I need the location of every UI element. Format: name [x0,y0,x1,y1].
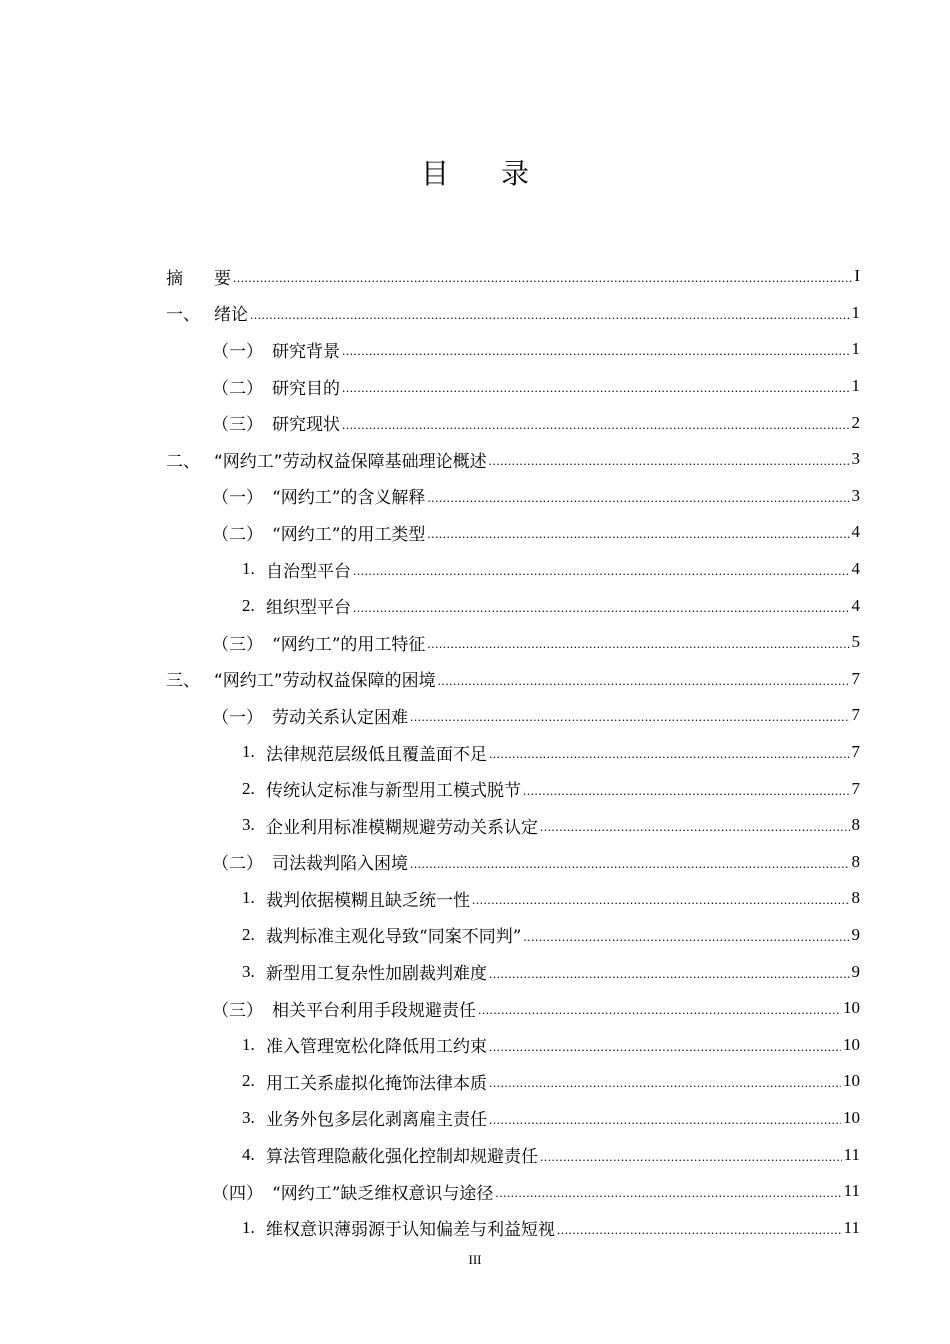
toc-entry-label: 传统认定标准与新型用工模式脱节 [266,781,521,802]
toc-entry[interactable] [166,587,860,624]
toc-entry-label: 算法管理隐蔽化强化控制却规避责任 [266,1147,538,1168]
toc-entry-page: 8 [851,815,860,835]
toc-entry[interactable] [166,1173,860,1210]
toc-entry-number: （三） [212,415,263,436]
toc-entry-label: 业务外包多层化剥离雇主责任 [266,1110,487,1131]
toc-entry-number: 摘 [166,268,183,289]
toc-entry-page: 3 [851,449,860,469]
toc-entry-page: 8 [851,851,860,871]
dot-leader [495,1185,841,1201]
toc-entry[interactable] [166,368,860,405]
page-title [0,152,950,192]
toc-entry-page: 10 [843,1107,860,1127]
toc-entry-page: 1 [851,302,860,322]
toc-entry-label: 维权意识薄弱源于认知偏差与利益短视 [266,1220,555,1241]
toc-entry[interactable] [166,734,860,771]
toc-entry-label: “网约工”的含义解释 [272,488,426,509]
dot-leader [342,380,850,396]
dot-leader [410,856,850,872]
dot-leader [427,490,849,506]
toc-entry[interactable] [166,697,860,734]
toc-entry-label: 绪论 [214,305,248,326]
toc-entry-label: 司法裁判陷入困境 [272,854,408,875]
title-char-2: 录 [501,157,530,190]
toc-entry[interactable] [166,1026,860,1063]
toc-entry-page: 10 [843,998,860,1018]
dot-leader [342,343,850,359]
dot-leader [489,966,850,982]
page-number-footer: III [468,1252,482,1267]
dot-leader [489,1075,841,1091]
toc-entry-label: 研究背景 [272,341,340,362]
toc-entry[interactable] [166,807,860,844]
toc-entry[interactable] [166,514,860,551]
toc-entry[interactable] [166,990,860,1027]
toc-entry-number: 3. [242,1107,255,1127]
toc-entry-label: 企业利用标准模糊规避劳动关系认定 [266,817,538,838]
toc-entry-label: “网约工”缺乏维权意识与途径 [272,1183,494,1204]
toc-entry-label: 裁判依据模糊且缺乏统一性 [266,890,470,911]
toc-entry-page: 5 [851,632,860,652]
toc-entry-page: 11 [843,1217,860,1237]
toc-entry[interactable] [166,1100,860,1137]
toc-entry-label: “网约工”的用工类型 [272,524,426,545]
toc-entry-number: 2. [242,595,255,615]
toc-entry-label: 用工关系虚拟化掩饰法律本质 [266,1073,487,1094]
dot-leader [489,453,850,469]
dot-leader [250,307,850,323]
dot-leader [489,1112,841,1128]
toc-entry-page: 4 [851,522,860,542]
toc-entry-label: 裁判标准主观化导致“同案不同判” [266,927,522,948]
toc-entry-number: （四） [212,1183,263,1204]
toc-entry[interactable] [166,441,860,478]
toc-entry-number: 2. [242,924,255,944]
table-of-contents [166,258,860,1246]
toc-entry-page: 3 [851,485,860,505]
toc-entry-page: 4 [851,595,860,615]
toc-entry-label: “网约工”劳动权益保障基础理论概述 [214,451,487,472]
toc-entry-label: “网约工”劳动权益保障的困境 [214,671,436,692]
toc-entry-page: 2 [851,412,860,432]
toc-entry-page: 7 [851,742,860,762]
toc-entry[interactable] [166,1063,860,1100]
toc-entry-page: 7 [851,705,860,725]
toc-entry-page: 1 [851,339,860,359]
toc-entry[interactable] [166,1136,860,1173]
toc-entry[interactable] [166,295,860,332]
toc-entry[interactable] [166,1209,860,1246]
toc-entry[interactable] [166,258,860,295]
dot-leader [353,600,850,616]
toc-entry[interactable] [166,917,860,954]
toc-entry-number: 1. [242,1034,255,1054]
title-char-1: 目 [420,157,449,190]
toc-entry-page: 7 [851,778,860,798]
toc-entry-number: 4. [242,1144,255,1164]
dot-leader [233,270,852,286]
toc-entry[interactable] [166,551,860,588]
toc-entry[interactable] [166,953,860,990]
toc-entry-page: 11 [843,1181,860,1201]
toc-entry-page: 11 [843,1144,860,1164]
toc-entry-number: 1. [242,559,255,579]
toc-entry-number: （三） [212,634,263,655]
toc-entry-number: （二） [212,524,263,545]
toc-entry-label: 准入管理宽松化降低用工约束 [266,1037,487,1058]
dot-leader [523,929,849,945]
toc-entry-page: 10 [843,1034,860,1054]
dot-leader [353,563,850,579]
dot-leader [489,1039,841,1055]
dot-leader [557,1222,842,1238]
toc-entry-label: 劳动关系认定困难 [272,707,408,728]
toc-entry-page: 8 [851,888,860,908]
toc-entry[interactable] [166,661,860,698]
toc-entry[interactable] [166,478,860,515]
toc-entry[interactable] [166,624,860,661]
toc-entry[interactable] [166,844,860,881]
toc-entry-number: （三） [212,1000,263,1021]
toc-entry-page: 7 [851,668,860,688]
dot-leader [342,417,850,433]
toc-entry-number: 三、 [166,671,200,692]
toc-entry-number: 1. [242,888,255,908]
toc-entry[interactable] [166,880,860,917]
toc-entry-number: 1. [242,742,255,762]
dot-leader [427,636,849,652]
dot-leader [489,746,850,762]
toc-entry[interactable] [166,404,860,441]
toc-entry-page: I [854,266,860,286]
toc-entry-page: 1 [851,376,860,396]
toc-entry-label: 自治型平台 [266,561,351,582]
toc-entry[interactable] [166,770,860,807]
toc-entry-label: 组织型平台 [266,598,351,619]
toc-entry-label: 新型用工复杂性加剧裁判难度 [266,964,487,985]
toc-entry-page: 9 [851,961,860,981]
dot-leader [438,673,850,689]
toc-entry-number: 一、 [166,305,200,326]
dot-leader [478,1002,841,1018]
toc-entry[interactable] [166,331,860,368]
toc-entry-number: （一） [212,707,263,728]
toc-entry-number: （二） [212,854,263,875]
dot-leader [410,709,850,725]
toc-entry-label: 研究目的 [272,378,340,399]
dot-leader [523,783,850,799]
toc-entry-label: 法律规范层级低且覆盖面不足 [266,744,487,765]
dot-leader [540,819,850,835]
toc-entry-number: 二、 [166,451,200,472]
toc-entry-label: 要 [214,268,231,289]
toc-entry-number: 2. [242,778,255,798]
dot-leader [540,1149,842,1165]
toc-entry-number: （二） [212,378,263,399]
toc-entry-number: （一） [212,341,263,362]
toc-entry-number: 2. [242,1071,255,1091]
toc-entry-page: 9 [851,924,860,944]
toc-entry-number: （一） [212,488,263,509]
toc-entry-page: 4 [851,559,860,579]
toc-entry-label: 研究现状 [272,415,340,436]
toc-entry-label: 相关平台利用手段规避责任 [272,1000,476,1021]
dot-leader [472,892,850,908]
toc-entry-label: “网约工”的用工特征 [272,634,426,655]
dot-leader [427,526,849,542]
toc-entry-number: 1. [242,1217,255,1237]
toc-entry-page: 10 [843,1071,860,1091]
toc-entry-number: 3. [242,961,255,981]
toc-entry-number: 3. [242,815,255,835]
